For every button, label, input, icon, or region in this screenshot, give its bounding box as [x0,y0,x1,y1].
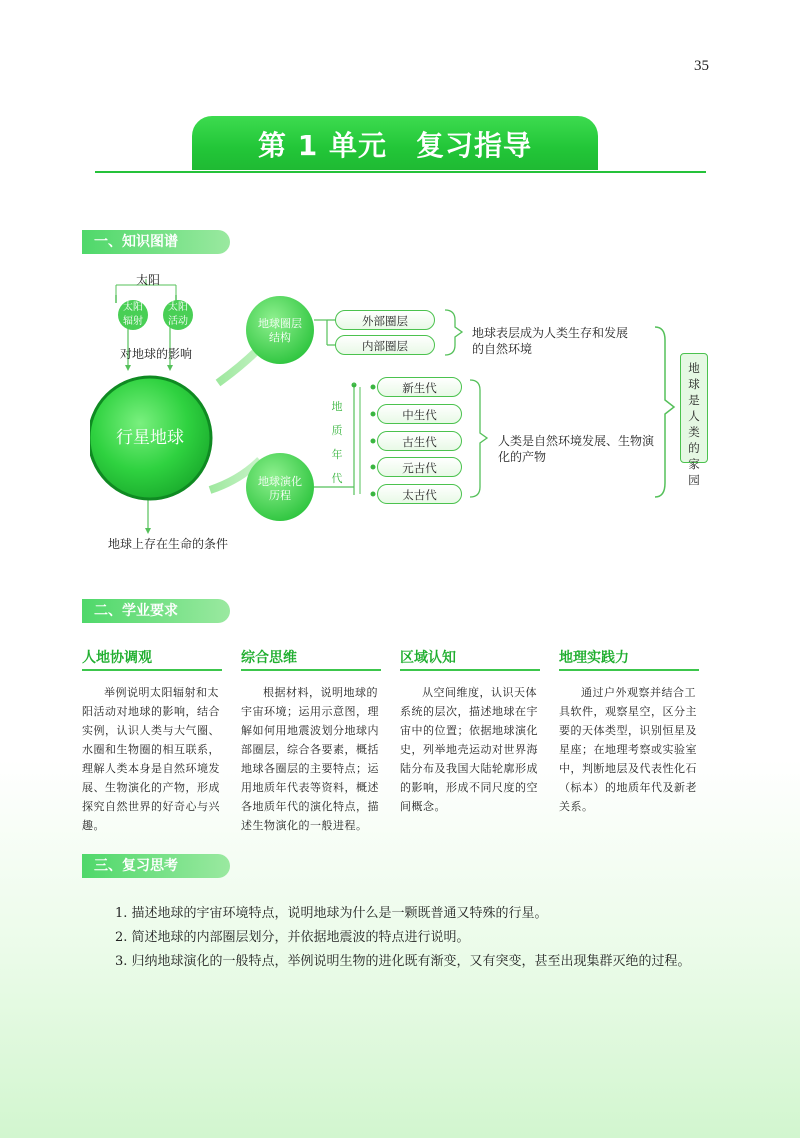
competency-title: 地理实践力 [559,650,629,666]
competency-title: 人地协调观 [82,650,152,666]
geologic-time-label [330,395,344,491]
competency-title: 区域认知 [400,650,456,666]
competency-body: 从空间维度，认识天体系统的层次，描述地球在宇宙中的位置；依据地球演化史，列举地壳运动对世界海陆分布及我国大陆轮廓形成的影响，形成不同尺度的空间概念。 [400,686,538,813]
earth-home-box [680,353,708,487]
page-number: 35 [694,58,709,74]
competency-card [400,647,540,816]
section-heading-requirements: 二、学业要求 [82,599,230,623]
competency-card [559,647,699,816]
solar-activity-label: 太阳活动 [168,302,188,327]
solar-radiation-label: 太阳辐射 [123,302,143,327]
review-question-2: 2. 简述地球的内部圈层划分，并依据地震波的特点进行说明。 [115,930,470,945]
evolution-history-label: 地球演化历程 [258,475,302,502]
competency-card [241,647,381,835]
competency-body: 举例说明太阳辐射和太阳活动对地球的影响，结合实例，认识人类与大气圈、水圈和生物圈的相互联系，理解人类本身是自然环境发展、生物演化的产物，形成探究自然世界的好奇心与兴趣。 [82,686,220,832]
section-heading-knowledge-map: 一、知识图谱 [82,230,230,254]
era-proterozoic: 元古代 [377,457,462,477]
earth-home-label: 地球是人类的家园 [688,361,700,487]
life-condition-label: 地球上存在生命的条件 [108,537,229,551]
title-rule [95,171,706,173]
outer-sphere-pill: 外部圈层 [335,310,435,330]
era-paleozoic: 古生代 [377,431,462,451]
influence-label: 对地球的影响 [120,347,193,361]
competency-body: 根据材料，说明地球的宇宙环境；运用示意图，理解如何用地震波划分地球内部圈层，综合各要素，概括地球各圈层的主要特点；运用地质年代表等资料，概述各地质年代的演化特点，描述生物演化的一般进程。 [241,686,379,832]
sun-label: 太阳 [136,273,161,287]
planet-earth-label: 行星地球 [116,428,184,448]
knowledge-map-diagram [90,265,720,560]
era-note: 人类是自然环境发展、生物演化的产物 [498,434,655,464]
competency-card [82,647,222,835]
era-cenozoic: 新生代 [377,377,462,397]
era-archean: 太古代 [377,484,462,504]
surface-environment-note: 地球表层成为人类生存和发展的自然环境 [472,326,629,356]
competency-rule [400,669,540,671]
section-heading-review-questions: 三、复习思考 [82,854,230,878]
geologic-time-char-1: 地质年代 [331,400,343,485]
competency-rule [559,669,699,671]
competency-title: 综合思维 [241,650,297,666]
competency-rule [241,669,381,671]
sphere-structure-label: 地球圈层结构 [258,317,302,344]
era-mesozoic: 中生代 [377,404,462,424]
competency-body: 通过户外观察并结合工具软件，观察星空，区分主要的天体类型，识别恒星及星座；在地理考察或实验室中，判断地层及代表性化石（标本）的地质年代及新老关系。 [559,686,697,813]
review-question-1: 1. 描述地球的宇宙环境特点，说明地球为什么是一颗既普通又特殊的行星。 [115,906,548,921]
review-question-3: 3. 归纳地球演化的一般特点，举例说明生物的进化既有渐变，又有突变，甚至出现集群灭绝的过程。 [115,954,691,969]
page-title: 第 1 单元 复习指导 [258,129,532,162]
inner-sphere-pill: 内部圈层 [335,335,435,355]
competency-rule [82,669,222,671]
